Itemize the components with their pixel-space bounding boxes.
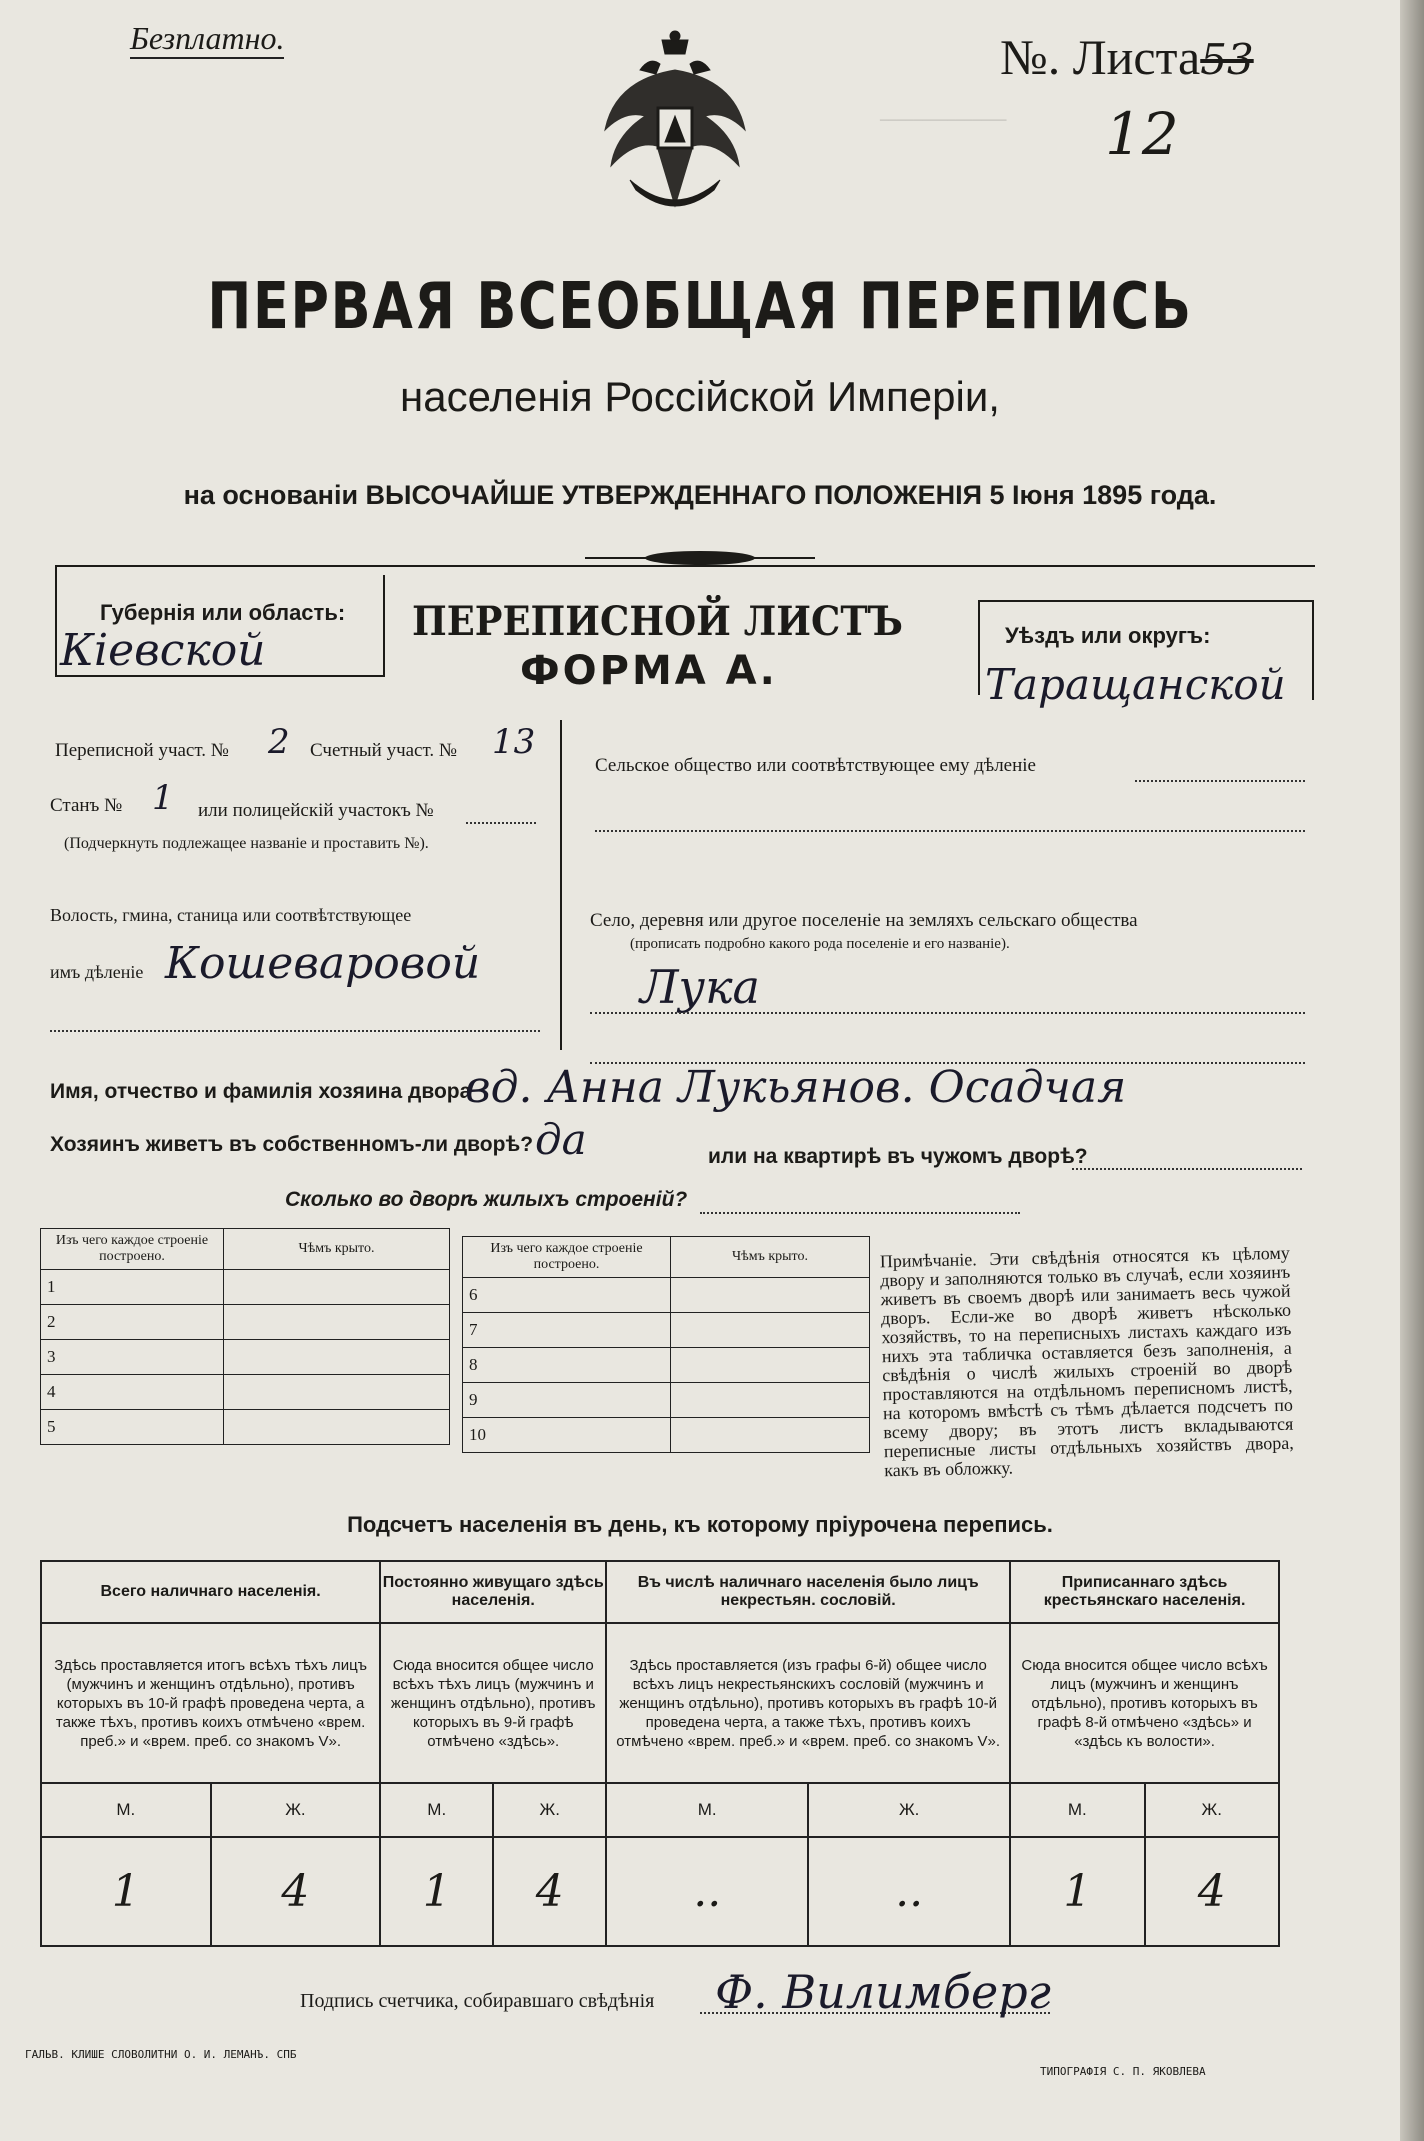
buildings-label: Сколько во дворѣ жилыхъ строеній? (285, 1188, 688, 1211)
province-label: Губернія или область: (100, 600, 346, 625)
count-area-value: 13 (492, 722, 536, 762)
owner-name-label: Имя, отчество и фамилія хозяина двора (50, 1080, 472, 1103)
row-number: 6 (463, 1278, 671, 1313)
own-yard-label: Хозяинъ живетъ въ собственномъ-ли дворѣ? (50, 1133, 534, 1156)
village-value: Лука (640, 960, 760, 1014)
male-label: М. (606, 1783, 808, 1837)
resident-male-value: 1 (380, 1837, 493, 1946)
female-label: Ж. (808, 1783, 1010, 1837)
col-roof: Чѣмъ крыто. (224, 1229, 450, 1270)
buildings-table-right (462, 1236, 870, 1453)
own-yard-value: да (535, 1115, 587, 1164)
male-label: М. (380, 1783, 493, 1837)
form-title: ПЕРЕПИСНОЙ ЛИСТЪ (412, 598, 903, 645)
buildings-table-left (40, 1228, 450, 1445)
frame-right (1312, 600, 1314, 700)
signature-value: Ф. Вилимберг (715, 1965, 1051, 2019)
male-label: М. (41, 1783, 211, 1837)
society-field (1135, 780, 1305, 782)
village-note: (прописать подробно какого рода поселеніе и его названіе). (630, 936, 1010, 952)
row-number: 7 (463, 1313, 671, 1348)
police-field (466, 822, 536, 824)
female-label: Ж. (1145, 1783, 1279, 1837)
count-area-label: Счетный участ. № (310, 740, 457, 761)
signature-label: Подпись счетчика, собиравшаго свѣдѣнія (300, 1990, 655, 2012)
volost-label2: имъ дѣленіе (50, 962, 144, 982)
sheet-number-new: 12 (1105, 100, 1179, 168)
row-number: 9 (463, 1383, 671, 1418)
police-label: или полицейскій участокъ № (198, 800, 434, 821)
county-label: Уѣздъ или округъ: (1005, 623, 1211, 648)
present-female-value: 4 (211, 1837, 381, 1946)
imperial-eagle-emblem (600, 30, 750, 230)
row-number: 4 (41, 1375, 224, 1410)
row-number: 10 (463, 1418, 671, 1453)
frame-left-divider (383, 575, 385, 675)
stan-note: (Подчеркнуть подлежащее названіе и проставить №). (64, 835, 429, 852)
society-field-2 (595, 830, 1305, 832)
female-label: Ж. (211, 1783, 381, 1837)
bleed-through-text: ─────────────── (880, 113, 1007, 129)
col-desc-present: Здѣсь проставляется итогъ всѣхъ тѣхъ лицъ (мужчинъ и женщинъ отдѣльно), противъ которыхъ въ 10-й графѣ проведена черта, а также тѣхъ, противъ коихъ отмѣчено «врем. преб.» и «врем. преб. со знакомъ V». (41, 1623, 380, 1783)
row-number: 2 (41, 1305, 224, 1340)
col-desc-nonpeasant: Здѣсь проставляется (изъ графы 6-й) общее число всѣхъ лицъ некрестьянскихъ сословій (мужчинъ и женщинъ отдѣльно), противъ которыхъ въ графѣ 10-й проведена черта, а также тѣхъ, противъ коихъ отмѣчено «врем. преб.» и «врем. преб. со знакомъ V». (606, 1623, 1010, 1783)
frame-right-top (978, 600, 1313, 602)
col-desc-peasant: Сюда вносится общее число всѣхъ лицъ (мужчинъ и женщинъ отдѣльно), противъ которыхъ въ графѣ 8-й отмѣчено «здѣсь» и «здѣсь къ волости». (1010, 1623, 1279, 1783)
col-header-peasant: Приписаннаго здѣсь крестьянскаго населенія. (1010, 1561, 1279, 1623)
col-header-resident: Постоянно живущаго здѣсь населенія. (380, 1561, 606, 1623)
table-row (463, 1278, 870, 1313)
frame-top-left (55, 565, 1315, 567)
col-header-present: Всего наличнаго населенія. (41, 1561, 380, 1623)
row-number: 5 (41, 1410, 224, 1445)
col-material: Изъ чего каждое строеніе построено. (463, 1237, 671, 1278)
nonpeasant-male-value: .. (606, 1837, 808, 1946)
peasant-female-value: 4 (1145, 1837, 1279, 1946)
sheet-label: №. Листа (1000, 29, 1201, 85)
nonpeasant-female-value: .. (808, 1837, 1010, 1946)
population-count-table (40, 1560, 1280, 1947)
col-material: Изъ чего каждое строеніе построено. (41, 1229, 224, 1270)
title-subtitle: населенія Россійской Имперіи, (400, 373, 1000, 420)
free-label: Безплатно. (130, 20, 284, 59)
col-header-nonpeasant: Въ числѣ наличнаго населенія было лицъ некрестьян. сословій. (606, 1561, 1010, 1623)
female-label: Ж. (493, 1783, 606, 1837)
male-label: М. (1010, 1783, 1144, 1837)
location-divider (560, 720, 562, 1050)
row-number: 8 (463, 1348, 671, 1383)
footer-left: ГАЛЬВ. КЛИШЕ СЛОВОЛИТНИ О. И. ЛЕМАНЪ. СПБ (25, 2048, 297, 2061)
table-row (41, 1305, 450, 1340)
sheet-number-old: 53 (1200, 35, 1254, 84)
title-basis: на основаніи ВЫСОЧАЙШЕ УТВЕРЖДЕННАГО ПОЛОЖЕНІЯ 5 Іюня 1895 года. (183, 480, 1217, 510)
form-name: ФОРМА А. (520, 648, 778, 694)
stan-value: 1 (152, 778, 174, 818)
table-row (463, 1418, 870, 1453)
frame-right-divider (978, 600, 980, 695)
province-value: Кіевской (60, 625, 266, 676)
census-area-value: 2 (268, 722, 290, 762)
row-number: 3 (41, 1340, 224, 1375)
volost-extra-line (50, 1030, 540, 1032)
resident-female-value: 4 (493, 1837, 606, 1946)
note-text: Примѣчаніе. Эти свѣдѣнія относятся къ цѣлому двору и заполняются только въ случаѣ, если хозяинъ живетъ въ своемъ дворѣ или занимаетъ весь чужой дворъ. Если-же во дворѣ живетъ нѣсколько хозяйствъ, то на переписныхъ листахъ каждаго изъ нихъ эта табличка оставляется безъ заполненія, а свѣдѣнія о числѣ жилыхъ строеній во дворѣ проставляются на отдѣльномъ переписномъ листѣ, на которомъ вмѣстѣ съ тѣмъ дѣлается подсчетъ по всему двору; въ этотъ листъ вкладываются переписные листы отдѣльныхъ хозяйствъ двора, какъ въ обложку. (879, 1242, 1294, 1481)
village-field (590, 1012, 1305, 1014)
volost-label: Волость, гмина, станица или соотвѣтствующее (50, 905, 412, 925)
table-row (41, 1340, 450, 1375)
rent-label: или на квартирѣ въ чужомъ дворѣ? (708, 1145, 1088, 1168)
census-area-label: Переписной участ. № (55, 740, 229, 761)
peasant-male-value: 1 (1010, 1837, 1144, 1946)
volost-value: Кошеваровой (165, 938, 481, 989)
row-number: 1 (41, 1270, 224, 1305)
rent-field (1072, 1168, 1302, 1170)
buildings-field (700, 1212, 1020, 1214)
table-row (41, 1270, 450, 1305)
col-desc-resident: Сюда вносится общее число всѣхъ тѣхъ лицъ (мужчинъ и женщинъ отдѣльно), противъ которыхъ въ 9-й графѣ отмѣчено «здѣсь». (380, 1623, 606, 1783)
table-row (463, 1313, 870, 1348)
count-title: Подсчетъ населенія въ день, къ которому пріурочена перепись. (347, 1512, 1053, 1537)
title-main: ПЕРВАЯ ВСЕОБЩАЯ ПЕРЕПИСЬ (207, 270, 1193, 344)
table-row (41, 1375, 450, 1410)
county-value: Таращанской (985, 660, 1286, 709)
stan-label: Станъ № (50, 795, 123, 816)
frame-left (55, 565, 57, 675)
sheet-number (1000, 28, 1254, 86)
footer-right: ТИПОГРАФІЯ С. П. ЯКОВЛЕВА (1040, 2065, 1206, 2078)
village-label: Село, деревня или другое поселеніе на земляхъ сельскаго общества (590, 910, 1138, 931)
owner-name-value: вд. Анна Лукьянов. Осадчая (465, 1062, 1127, 1113)
table-row (41, 1410, 450, 1445)
col-roof: Чѣмъ крыто. (671, 1237, 870, 1278)
society-label: Сельское общество или соотвѣтствующее ему дѣленіе (595, 755, 1036, 776)
table-row (463, 1383, 870, 1418)
table-row (463, 1348, 870, 1383)
page-edge (1400, 0, 1424, 2141)
present-male-value: 1 (41, 1837, 211, 1946)
